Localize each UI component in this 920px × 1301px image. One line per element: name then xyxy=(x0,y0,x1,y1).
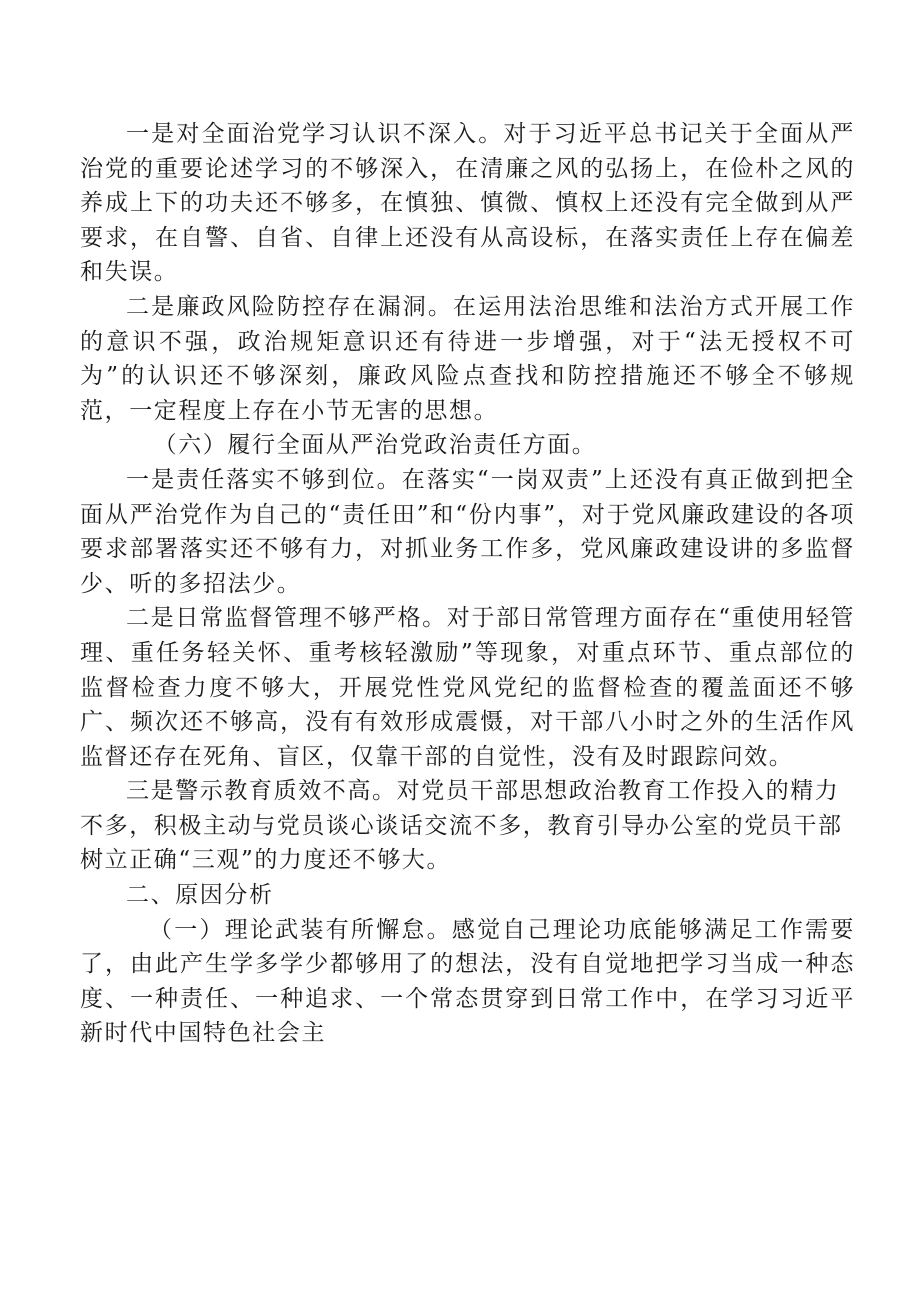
paragraph-risk-control: 二是廉政风险防控存在漏洞。在运用法治思维和法治方式开展工作的意识不强，政治规矩意识还有待进一步增强，对于“法无授权不可为”的认识还不够深刻，廉政风险点查找和防控措施还不够全不够规范，一定程度上存在小节无害的思想。 xyxy=(80,293,855,424)
paragraph-responsibility-implementation: 一是责任落实不够到位。在落实“一岗双责”上还没有真正做到把全面从严治党作为自己的“责任田”和“份内事”，对于党风廉政建设的各项要求部署落实还不够有力，对抓业务工作多，党风廉政建设讲的多监督少、听的多招法少。 xyxy=(80,466,855,597)
paragraph-study-awareness: 一是对全面治党学习认识不深入。对于习近平总书记关于全面从严治党的重要论述学习的不够深入，在清廉之风的弘扬上，在俭朴之风的养成上下的功夫还不够多，在慎独、慎微、慎权上还没有完全做到从严要求，在自警、自省、自律上还没有从高设标，在落实责任上存在偏差和失误。 xyxy=(80,121,855,286)
section-heading-responsibility: （六）履行全面从严治党政治责任方面。 xyxy=(153,432,597,459)
section-heading-cause-analysis: 二、原因分析 xyxy=(126,882,274,909)
paragraph-daily-supervision: 二是日常监督管理不够严格。对于部日常管理方面存在“重使用轻管理、重任务轻关怀、重考核轻激励”等现象，对重点环节、重点部位的监督检查力度不够大，开展党性党风党纪的监督检查的覆盖面还不够广、频次还不够高，没有有效形成震慑，对干部八小时之外的生活作风监督还存在死角、盲区，仅靠干部的自觉性，没有及时跟踪问效。 xyxy=(80,605,855,770)
paragraph-theory-armament: （一）理论武装有所懈怠。感觉自己理论功底能够满足工作需要了，由此产生学多学少都够用了的想法，没有自觉地把学习当成一种态度、一种责任、一种追求、一个常态贯穿到日常工作中，在学习习近平新时代中国特色社会主 xyxy=(80,916,855,1047)
document-page xyxy=(80,117,855,1051)
paragraph-warning-education: 三是警示教育质效不高。对党员干部思想政治教育工作投入的精力不多，积极主动与党员谈心谈话交流不多，教育引导办公室的党员干部树立正确“三观”的力度还不够大。 xyxy=(80,778,843,874)
